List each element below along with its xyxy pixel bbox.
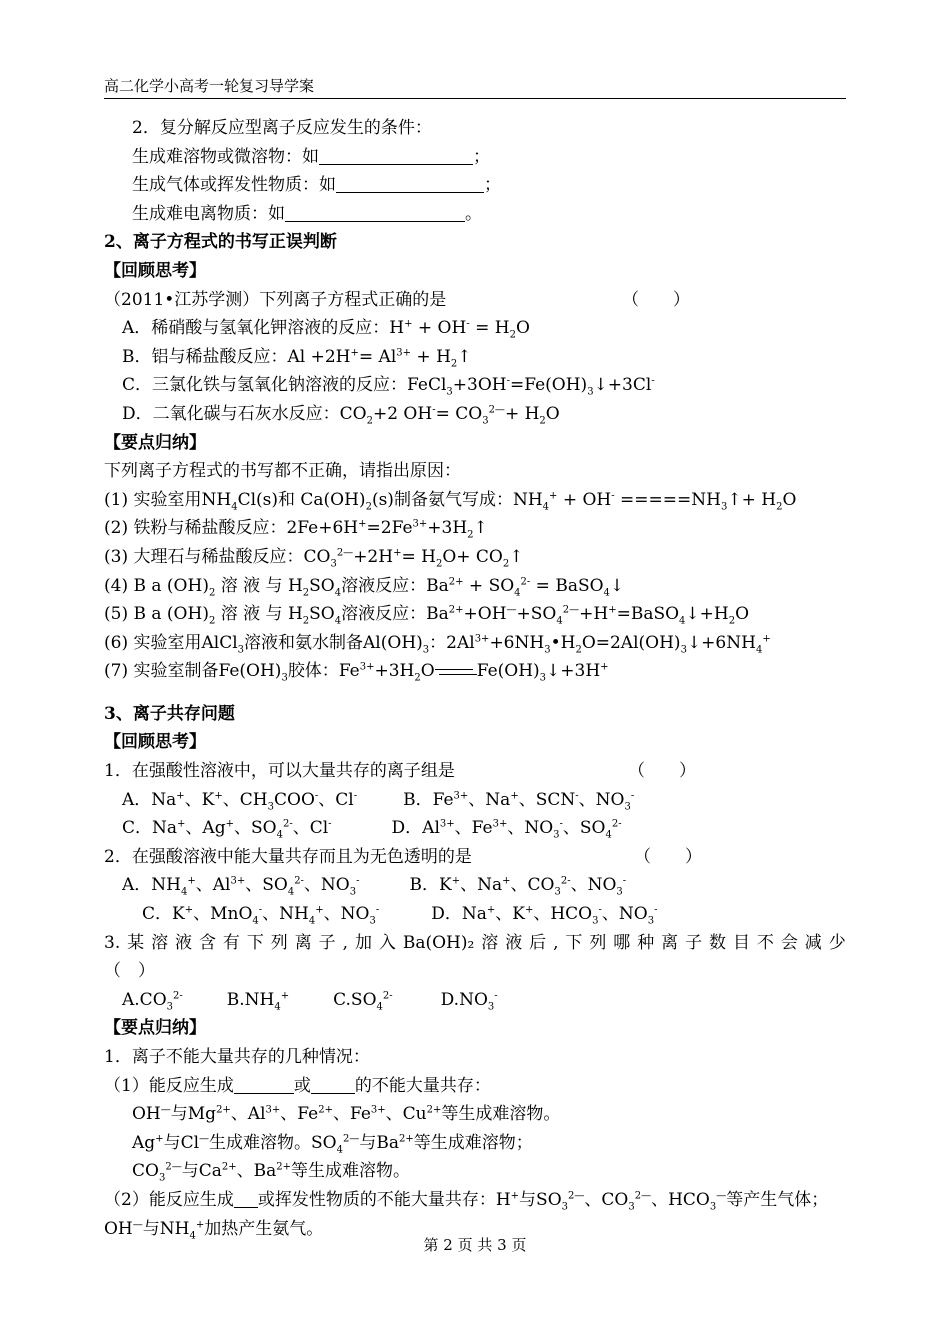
question-stem: （2011•江苏学测）下列离子方程式正确的是 （ ） — [104, 289, 690, 310]
q3-options: $A.CO_3^{2-}$ $B.NH_4^+$ $C.SO_4^{2-}$ $D.NO_3^-$ — [122, 989, 498, 1013]
option-a: A．稀硝酸与氢氧化钾溶液的反应：$H^+ + OH^- = H_2O$ — [122, 318, 530, 341]
answer-blank[interactable] — [234, 1075, 294, 1094]
q2-options-ab: A．$NH_4^+$、$Al^{3+}$、$SO_4^{2-}$、$NO_3^-$ B．K+、Na+、$CO_3^{2-}$、$NO_3^-$ — [122, 875, 627, 898]
q2-options-cd: C．K+、MnO$_4$-、$NH_4^+$、$NO_3^-$ D．Na+、K+、$HCO_3^-$、$NO_3^-$ — [142, 904, 658, 927]
q1-options-ab: A．Na+、K+、$CH_3COO^-$、Cl- B．$Fe^{3+}$、Na+、SCN-、$NO_3^-$ — [122, 789, 635, 813]
question-3-paren: （ ） — [104, 961, 155, 982]
point-1-2-cont: OH—与$NH_4^+$加热产生氨气。 — [104, 1218, 324, 1241]
error-item-2: (2) 铁粉与稀盐酸反应：$2Fe+6H^+=2Fe^{3+}+3H_2↑$ — [104, 518, 488, 541]
error-item-7: (7) 实验室制备$Fe(OH)_3$胶体：$Fe^{3+}+3H_2O$ $Fe(OH)_3↓+3H^+$ — [104, 661, 609, 684]
condition-weak-electrolyte: 生成难电离物质：如 。 — [132, 203, 482, 224]
q1-options-cd: C．Na+、Ag+、$SO_4^{2-}$、Cl- D．$Al^{3+}$、$Fe^{3+}$、$NO_3^-$、$SO_4^{2-}$ — [122, 818, 622, 841]
answer-blank[interactable] — [319, 146, 473, 165]
point-1-1: （1）能反应生成 或 的不能大量共存： — [104, 1075, 491, 1096]
option-d: D．二氧化碳与石灰水反应：$CO_2+2$ $OH^-= CO_3^{2—}+ H_2O$ — [122, 403, 560, 427]
error-intro: 下列离子方程式的书写都不正确，请指出原因： — [104, 461, 461, 482]
conditions-title: 2．复分解反应型离子反应发生的条件： — [132, 118, 432, 138]
equilibrium-arrow-icon — [435, 666, 477, 678]
section-2-title: 2、离子方程式的书写正误判断 — [104, 232, 337, 253]
summary-heading: 【要点归纳】 — [104, 1018, 206, 1039]
spacer — [104, 686, 846, 700]
question-1: 1．在强酸性溶液中，可以大量共存的离子组是 （ ） — [104, 761, 696, 782]
answer-blank[interactable] — [234, 1189, 258, 1208]
review-heading: 【回顾思考】 — [104, 260, 206, 281]
error-item-4: (4) B a $(OH)_2$ 溶 液 与 $H_2SO_4$溶液反应：$Ba^{2+} + SO_4^{2-}$ = BaSO$_4$↓ — [104, 575, 625, 598]
option-b: B．铝与稀盐酸反应：$Al +2H^+= Al^{3+}$ + $H_2↑$ — [122, 346, 472, 370]
header-title: 高二化学小高考一轮复习导学案 — [104, 77, 315, 95]
document-body — [104, 114, 846, 1243]
answer-blank[interactable] — [311, 1075, 355, 1094]
point-1-1-a: OH—与$Mg^{2+}$、$Al^{3+}$、$Fe^{2+}$、$Fe^{3+}$、$Cu^{2+}$等生成难溶物。 — [132, 1104, 561, 1125]
summary-heading: 【要点归纳】 — [104, 432, 206, 453]
page-number: 第 2 页 共 3 页 — [423, 1236, 527, 1254]
error-item-6: (6) 实验室用AlCl$_3$溶液和氨水制备$Al(OH)_3$：$2Al^{3+}+6NH_3•H_2O=2Al(OH)_3↓+6NH_4^+$ — [104, 632, 771, 656]
error-item-1: (1) 实验室用$NH_4Cl(s)$和 $Ca(OH)_2(s)$制备氨气写成：$NH_4^+ + OH^-$ $=====NH_3↑+ H_2O$ — [104, 489, 797, 513]
point-1-1-b: Ag+与Cl—生成难溶物。$SO_4^{2—}$与$Ba^{2+}$等生成难溶物； — [132, 1132, 533, 1156]
question-2: 2．在强酸溶液中能大量共存而且为无色透明的是 （ ） — [104, 846, 702, 867]
point-1: 1．离子不能大量共存的几种情况： — [104, 1047, 370, 1067]
error-item-5: (5) B a $(OH)_2$ 溶 液 与 $H_2SO_4$溶液反应：$Ba^{2+}+OH^—+SO_4^{2—}+H^+=BaSO_4↓+H_2O$ — [104, 604, 750, 627]
question-3: 3. 某 溶 液 含 有 下 列 离 子 , 加 入 Ba(OH)₂ 溶 液 后 , 下 列 哪 种 离 子 数 目 不 会 减 少 — [104, 932, 846, 953]
answer-blank[interactable] — [336, 174, 484, 193]
review-heading: 【回顾思考】 — [104, 732, 206, 753]
error-item-3: (3) 大理石与稀盐酸反应：$CO_3^{2—}+2H^+= H_2O+$ $CO_2↑$ — [104, 546, 524, 570]
answer-blank[interactable] — [285, 203, 465, 222]
page-header — [104, 76, 846, 99]
condition-gas: 生成气体或挥发性物质：如 ； — [132, 175, 501, 196]
condition-precipitate: 生成难溶物或微溶物：如 ； — [132, 146, 490, 167]
option-c: C．三氯化铁与氢氧化钠溶液的反应：$FeCl_3+3OH^-=Fe(OH)_3↓+3Cl^-$ — [122, 375, 655, 398]
section-3-title: 3、离子共存问题 — [104, 703, 235, 724]
point-1-1-c: $CO_3^{2—}$与$Ca^{2+}$、$Ba^{2+}$等生成难溶物。 — [132, 1161, 410, 1184]
point-1-2: （2）能反应生成 或挥发性物质的不能大量共存：H+与$SO_3^{2—}$、$CO_3^{2—}$、$HCO_3^—$等产生气体； — [104, 1189, 829, 1213]
